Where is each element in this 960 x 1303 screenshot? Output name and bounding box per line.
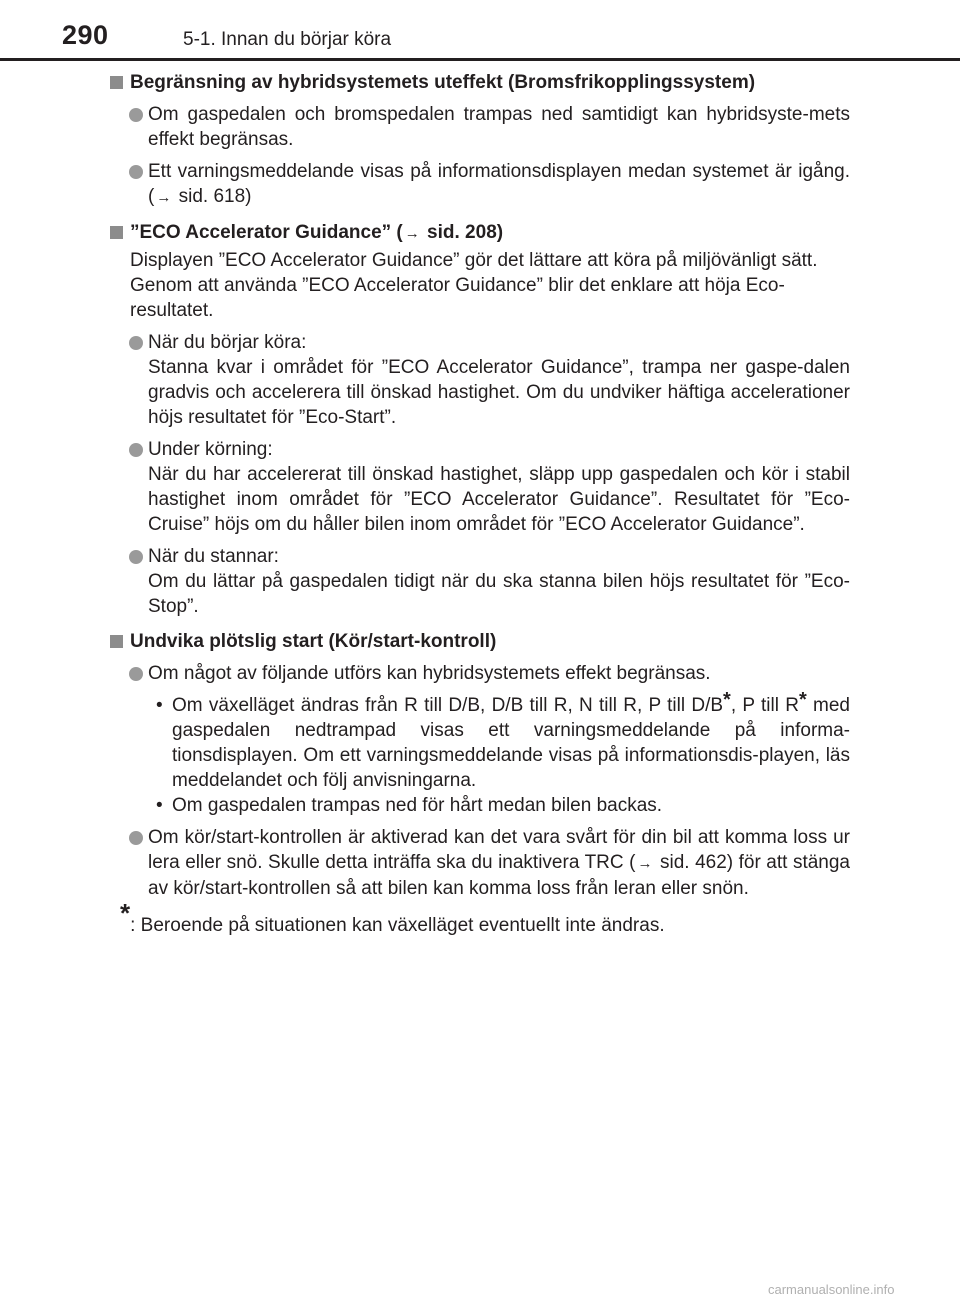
page-reference-link[interactable]: sid. 462) för att stänga av kör/start-kontrollen så att bilen kan komma loss från leran eller snön. — [148, 852, 850, 899]
page-reference-link[interactable]: sid. 618) — [173, 186, 252, 207]
bullet-body: När du har accelererat till önskad hastighet, släpp upp gaspedalen och kör i stabil hastighet inom området för ”ECO Accelerator Guidance”. Resultatet för ”Eco-Cruise” höjs om du håller bilen inom området för ”ECO Accelerator Guidance”. — [148, 464, 850, 535]
sub-list — [110, 689, 850, 818]
circle-bullet-icon — [129, 667, 143, 681]
section-heading-text: Undvika plötslig start (Kör/start-kontroll) — [130, 631, 497, 652]
footnote: * : Beroende på situationen kan växelläget eventuellt inte ändras. — [120, 898, 665, 936]
section-intro-paragraph: Displayen ”ECO Accelerator Guidance” gör det lättare att köra på miljövänligt sätt. Genom att använda ”ECO Accelerator Guidance” blir det enklare att höja Eco-resultatet. — [130, 250, 818, 321]
square-bullet-icon — [110, 635, 123, 648]
header-divider — [0, 58, 960, 61]
circle-bullet-icon — [129, 550, 143, 564]
circle-bullet-icon — [129, 831, 143, 845]
list-item — [110, 825, 850, 901]
bullet-text — [148, 544, 850, 619]
asterisk-icon: * — [798, 689, 807, 711]
bullet-text: Om gaspedalen och bromspedalen trampas ned samtidigt kan hybridsyste-mets effekt begränsas. — [148, 104, 850, 150]
sub-text-part: med gaspedalen nedtrampad visas ett varningsmeddelande på informa-tionsdisplayen. Om ett varningsmeddelande visas på informationsdis-playen, läs meddelandet och följ anvisningarna. — [172, 695, 850, 791]
list-item — [110, 330, 850, 430]
section-heading-sudden-start — [110, 629, 850, 654]
bullet-title: Under körning: — [148, 439, 273, 460]
list-item — [110, 544, 850, 619]
heading-text-part: ”ECO Accelerator Guidance” ( — [130, 222, 403, 243]
square-bullet-icon — [110, 226, 123, 239]
bullet-title: När du börjar köra: — [148, 332, 307, 353]
chapter-title: 5-1. Innan du börjar köra — [183, 29, 392, 50]
bullet-text-part: Om kör/start-kontrollen är aktiverad kan det vara svårt för din bil att komma loss ur lera eller snö. Skulle detta inträffa ska du inaktivera TRC ( — [148, 827, 850, 873]
bullet-text-part: Ett varningsmeddelande visas på informationsdisplayen medan systemet är igång. ( — [148, 161, 850, 207]
list-item — [110, 437, 850, 537]
footnote-text: : Beroende på situationen kan växelläget eventuellt inte ändras. — [130, 915, 665, 936]
square-bullet-icon — [110, 76, 123, 89]
bullet-text — [148, 330, 850, 430]
bullet-text: Om något av följande utförs kan hybridsystemets effekt begränsas. — [148, 663, 711, 684]
sub-text-part: , P till R — [730, 695, 799, 716]
bullet-text — [148, 437, 850, 537]
list-item — [110, 159, 850, 210]
bullet-text — [148, 159, 850, 210]
page-number: 290 — [62, 20, 109, 50]
small-bullet-icon: • — [156, 795, 163, 816]
circle-bullet-icon — [129, 108, 143, 122]
bullet-text — [148, 825, 850, 901]
section-heading-text — [130, 220, 503, 246]
sub-text-part: Om växelläget ändras från R till D/B, D/B till R, N till R, P till D/B — [172, 695, 724, 716]
circle-bullet-icon — [129, 443, 143, 457]
asterisk-icon: * — [723, 689, 731, 711]
arrow-right-icon: → — [404, 225, 420, 242]
list-item — [110, 102, 850, 152]
sub-item-text — [172, 689, 850, 793]
bullet-body: Stanna kvar i området för ”ECO Accelerator Guidance”, trampa ner gaspe-dalen gradvis och accelerera till önskad hastighet. Om du undviker häftiga accelerationer höjs resultatet för ”Eco-Start”. — [148, 357, 850, 428]
page-header — [0, 0, 960, 62]
page-content — [110, 70, 850, 938]
arrow-right-icon: → — [637, 855, 653, 872]
circle-bullet-icon — [129, 336, 143, 350]
list-item — [110, 661, 850, 686]
page-reference-link[interactable]: sid. 208) — [421, 222, 504, 243]
bullet-title: När du stannar: — [148, 546, 279, 567]
arrow-right-icon: → — [156, 189, 172, 206]
bullet-body: Om du lättar på gaspedalen tidigt när du ska stanna bilen höjs resultatet för ”Eco-Stop”. — [148, 571, 850, 617]
small-bullet-icon: • — [156, 695, 163, 716]
watermark: carmanualsonline.info — [768, 1282, 895, 1297]
section-heading-text: Begränsning av hybridsystemets uteffekt (Bromsfrikopplingssystem) — [130, 72, 756, 93]
sub-list-item — [152, 793, 850, 818]
section-heading-hybrid-output — [110, 70, 850, 95]
circle-bullet-icon — [129, 165, 143, 179]
section-heading-eco-guidance — [110, 220, 850, 246]
sub-list-item — [152, 689, 850, 793]
sub-item-text: Om gaspedalen trampas ned för hårt medan bilen backas. — [172, 795, 663, 816]
